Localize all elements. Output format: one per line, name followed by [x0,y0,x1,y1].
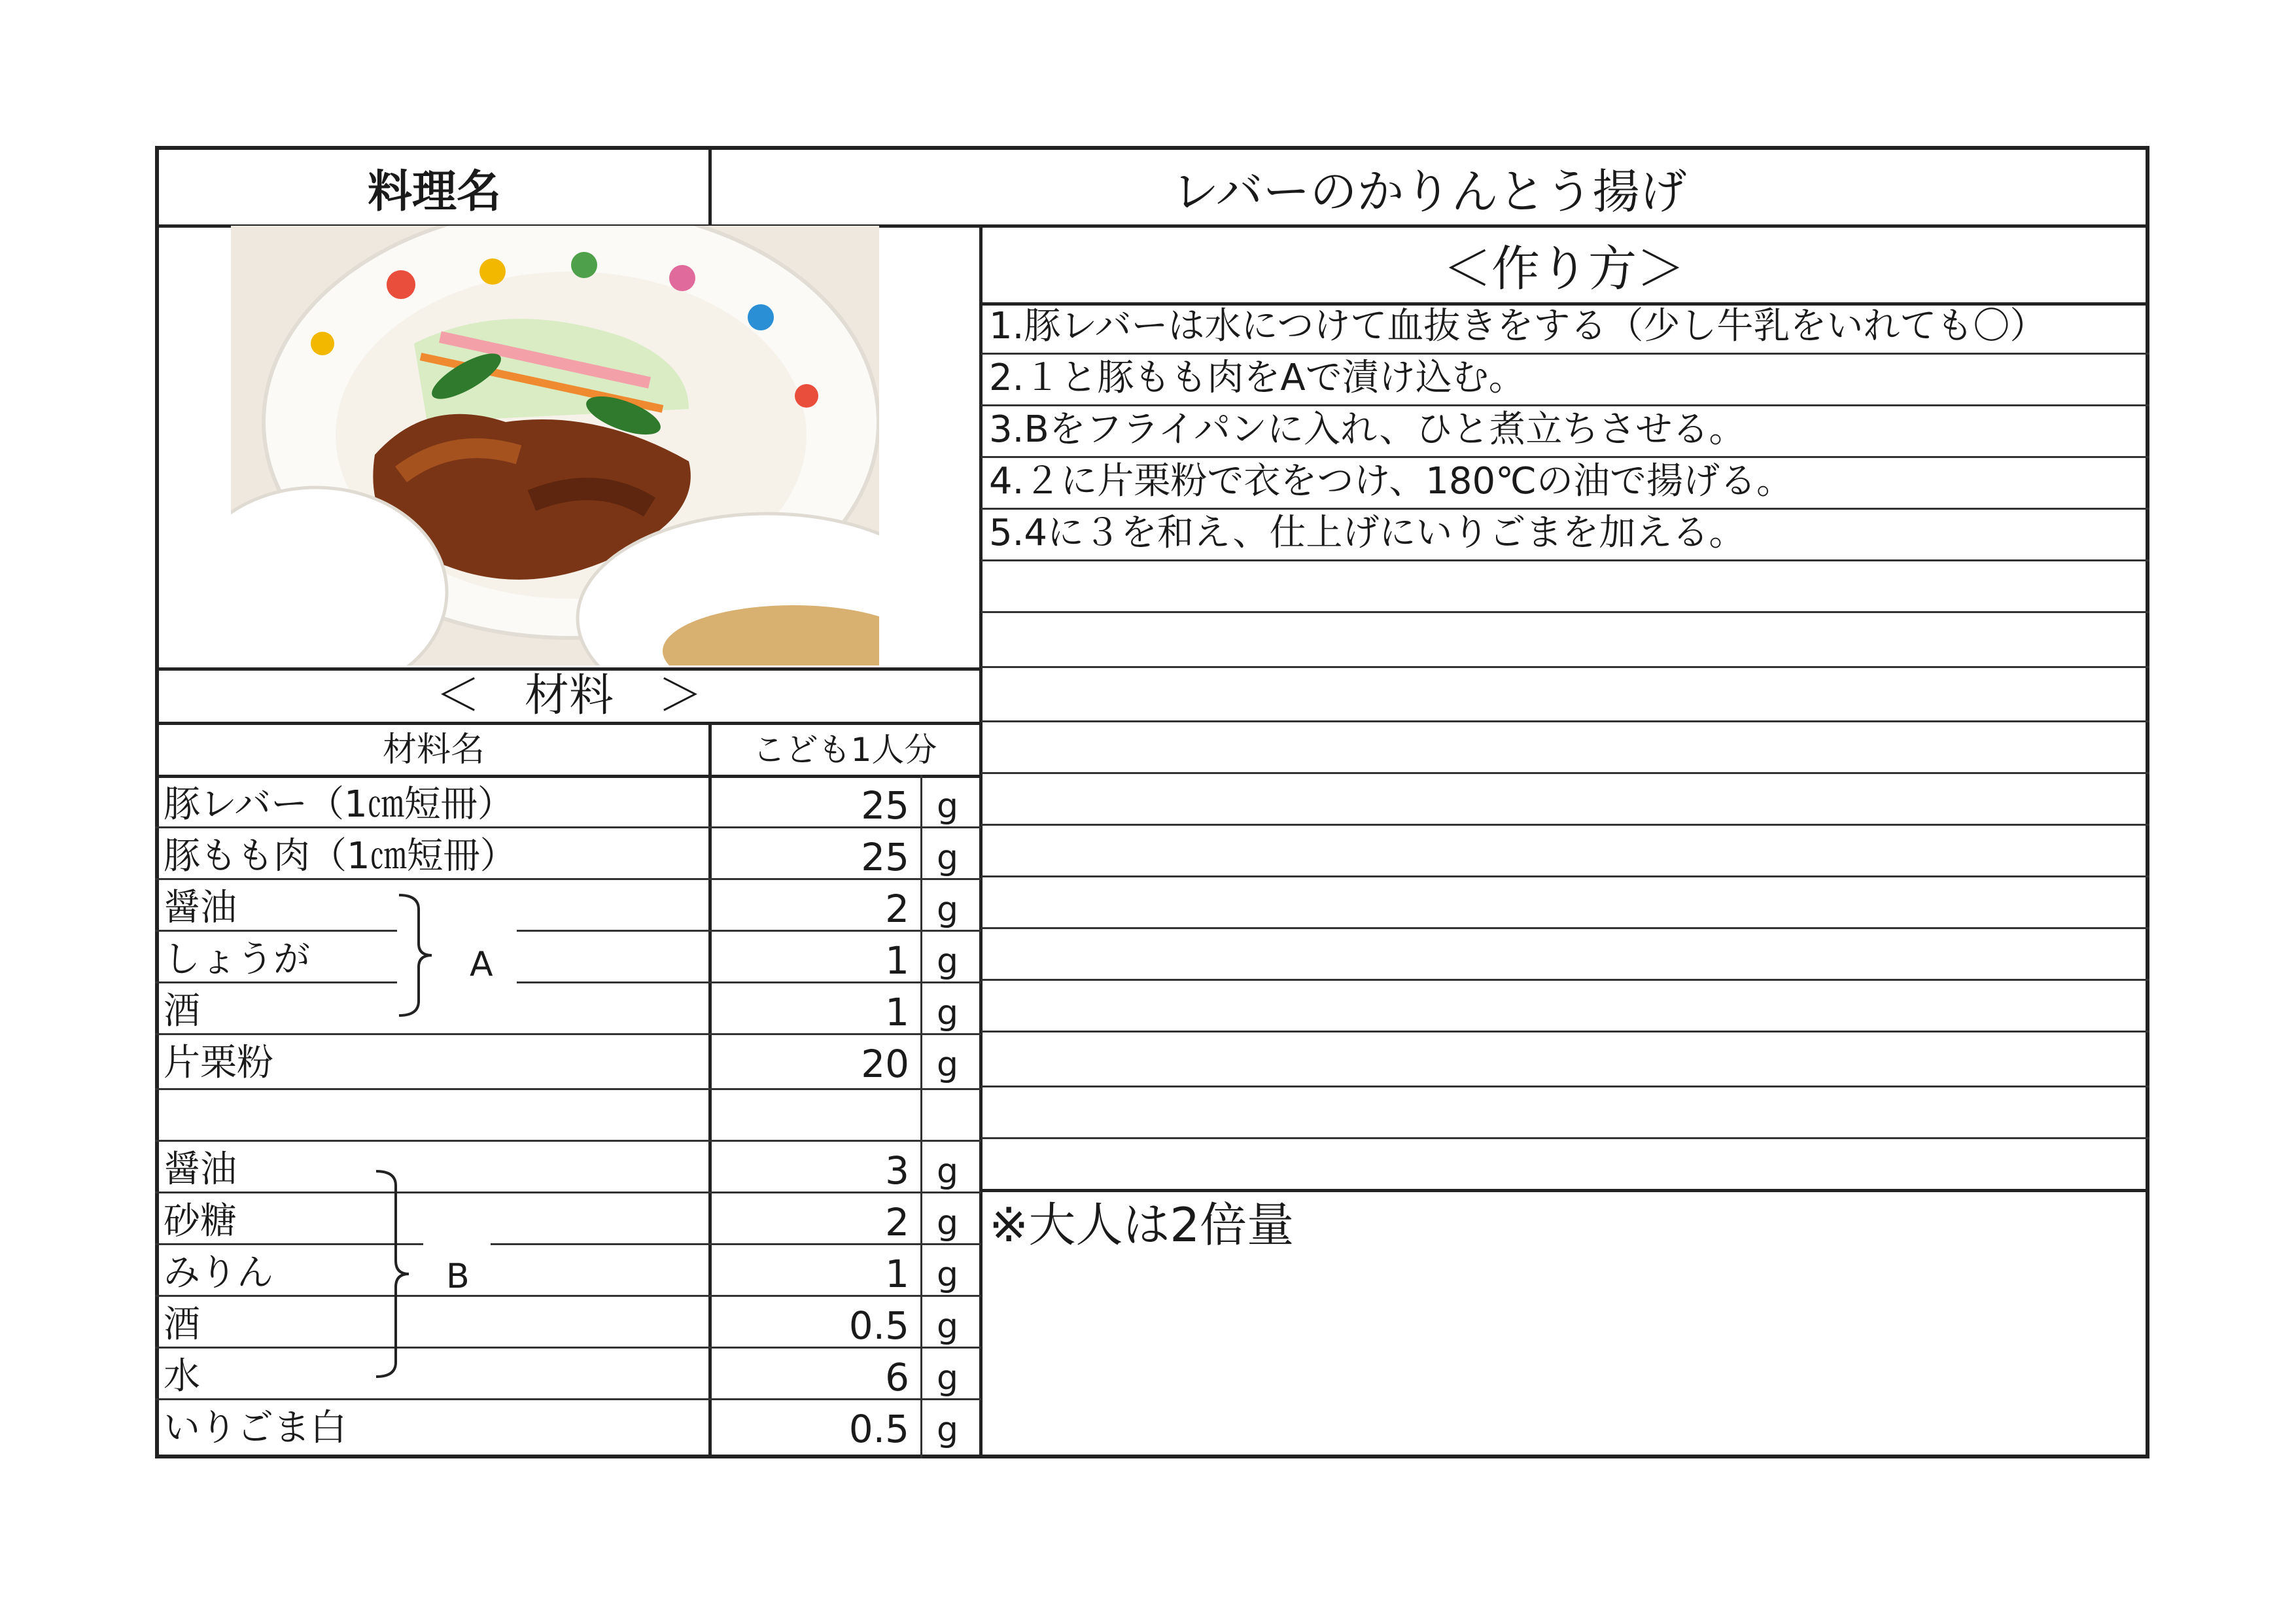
method-heading: ＜作り方＞ [1443,241,1685,297]
ingredient-name: 豚もも肉（1㎝短冊） [164,835,517,877]
method-line [981,824,2149,826]
ingredient-amount: 1 [885,990,909,1034]
ingredient-name: 片栗粉 [164,1042,273,1084]
dish-name: レバーのかりんとう揚げ [1172,164,1687,219]
ingredient-unit: g [937,993,959,1033]
ingredient-name: いりごま白 [164,1407,347,1449]
ingredients-heading: ＜ 材料 ＞ [435,670,703,722]
ingredient-row-line [155,1398,981,1400]
ingredient-unit: g [937,1203,959,1243]
group-b-bracket [370,1166,442,1382]
ingredient-name: 酒 [164,990,200,1033]
method-line [981,1086,2149,1087]
ingredient-unit: g [937,1045,959,1084]
ingredient-unit: g [937,838,959,877]
ingredient-row-line [155,1295,981,1297]
ingredient-name: しょうが [164,938,310,981]
ingredient-name: 砂糖 [164,1200,237,1243]
header-vertical-divider [708,146,712,226]
main-vertical-divider [979,224,983,1458]
amount-unit-divider [920,775,922,1458]
ingredient-name: 醤油 [164,887,237,929]
ingredient-name: 豚レバー（1㎝短冊） [164,783,514,826]
ingredient-row-line [155,930,397,932]
group-b-label: B [446,1257,470,1296]
ingredient-unit: g [937,1410,959,1449]
ingredient-amount: 6 [885,1355,909,1400]
ingredient-unit: g [937,1152,959,1191]
adult-note: ※大人は2倍量 [989,1197,1295,1252]
ingredient-amount: 2 [885,887,909,931]
dish-label: 料理名 [367,166,501,218]
ingredient-unit: g [937,1255,959,1294]
ingredient-row-line [517,930,981,932]
ingredient-row-line [155,878,981,880]
ingredient-row-line [155,1192,981,1193]
ingredient-amount: 2 [885,1200,909,1244]
method-line [981,353,2149,355]
ingredient-name: みりん [164,1252,273,1294]
method-line [981,772,2149,774]
method-step: 5.4に３を和え、仕上げにいりごまを加える。 [989,512,1746,554]
method-line [981,875,2149,877]
method-step: 4.２に片栗粉で衣をつけ、180℃の油で揚げる。 [989,460,1793,503]
ingredient-row-line [155,826,981,828]
method-line [981,927,2149,929]
ingredient-row-line [517,981,981,983]
ingredient-amount: 0.5 [848,1303,909,1348]
ingredient-amount: 20 [861,1042,909,1086]
ingredient-row-line [155,981,397,983]
ingredient-name: 酒 [164,1303,200,1346]
group-a-label: A [470,945,493,984]
group-a-bracket [392,890,464,1021]
method-step: 2.１と豚もも肉をAで漬け込む。 [989,357,1525,399]
ingredient-amount: 1 [885,1252,909,1296]
method-line [981,1137,2149,1139]
dish-photo [231,226,879,665]
method-line [981,979,2149,981]
ingredient-unit: g [937,1358,959,1398]
method-step: 1.豚レバーは水につけて血抜きをする（少し牛乳をいれても〇） [989,305,2047,347]
method-line [981,404,2149,406]
method-line [981,1189,2149,1192]
ingredient-name: 水 [164,1355,200,1398]
ingredient-name: 醤油 [164,1148,237,1191]
col-child-portion: こども1人分 [752,731,937,769]
ingredient-amount: 25 [861,835,909,879]
method-line [981,456,2149,458]
method-line [981,720,2149,722]
ingredient-unit: g [937,786,959,826]
ingredient-unit: g [937,942,959,981]
method-step: 3.Bをフライパンに入れ、ひと煮立ちさせる。 [989,408,1746,451]
method-line [981,611,2149,613]
ingredient-row-line [155,1033,981,1035]
method-line [981,666,2149,668]
method-line [981,508,2149,510]
ingredient-amount: 0.5 [848,1407,909,1451]
ingredient-amount: 25 [861,783,909,828]
ingredient-amount: 3 [885,1148,909,1193]
ingredient-row-line [155,1088,981,1090]
ingredient-amount: 1 [885,938,909,983]
col-ingredient-name: 材料名 [382,730,485,769]
method-line [981,1031,2149,1033]
ingredient-unit: g [937,890,959,929]
ingredients-col-header-line [155,775,981,778]
ingredient-unit: g [937,1307,959,1346]
ingredient-row-line [155,1140,981,1142]
method-line [981,559,2149,561]
